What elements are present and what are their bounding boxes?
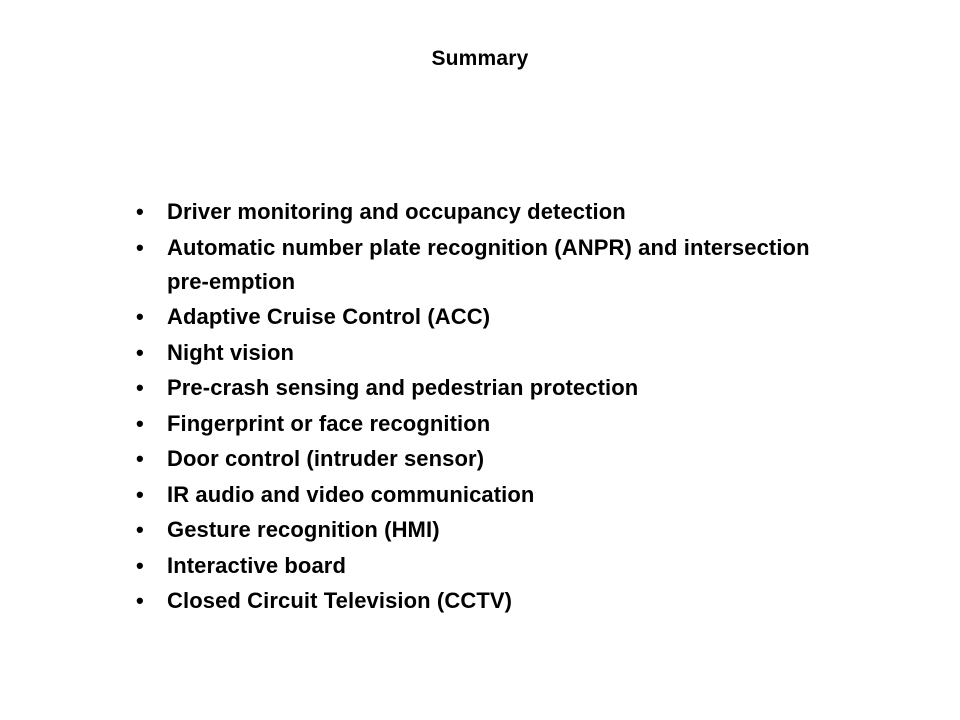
bullet-text: Gesture recognition (HMI) xyxy=(167,517,440,542)
bullet-dot-icon: • xyxy=(136,304,144,329)
bullet-text: Night vision xyxy=(167,339,295,365)
bullet-dot-icon: • xyxy=(136,552,144,578)
bullet-dot-icon: • xyxy=(136,481,144,507)
bullet-dot-icon: • xyxy=(136,410,144,436)
bullet-item xyxy=(136,584,856,618)
bullet-list xyxy=(136,195,856,620)
slide-title: Summary xyxy=(431,47,529,70)
bullet-dot-icon: • xyxy=(136,588,144,613)
bullet-text: Closed Circuit Television (CCTV) xyxy=(167,588,513,613)
bullet-text: Door control (intruder sensor) xyxy=(167,446,485,471)
bullet-item xyxy=(136,407,856,441)
bullet-text: Driver monitoring and occupancy detection xyxy=(167,199,626,224)
bullet-item xyxy=(136,300,856,334)
bullet-item xyxy=(136,231,856,299)
bullet-text: Pre-crash sensing and pedestrian protection xyxy=(167,375,639,400)
bullet-item xyxy=(136,478,856,512)
bullet-item xyxy=(136,513,856,547)
bullet-dot-icon: • xyxy=(136,446,144,471)
bullet-dot-icon: • xyxy=(136,199,144,224)
bullet-text: Fingerprint or face recognition xyxy=(167,410,491,436)
bullet-dot-icon: • xyxy=(136,234,144,260)
bullet-item xyxy=(136,195,856,229)
bullet-item xyxy=(136,549,856,583)
bullet-text: Automatic number plate recognition (ANPR) and intersection pre-emption xyxy=(167,234,810,294)
bullet-dot-icon: • xyxy=(136,517,144,542)
bullet-dot-icon: • xyxy=(136,375,144,400)
bullet-text: IR audio and video communication xyxy=(167,481,535,507)
bullet-text: Adaptive Cruise Control (ACC) xyxy=(167,304,491,329)
bullet-dot-icon: • xyxy=(136,339,144,365)
bullet-text: Interactive board xyxy=(167,552,346,578)
bullet-item xyxy=(136,371,856,405)
bullet-item xyxy=(136,336,856,370)
bullet-item xyxy=(136,442,856,476)
